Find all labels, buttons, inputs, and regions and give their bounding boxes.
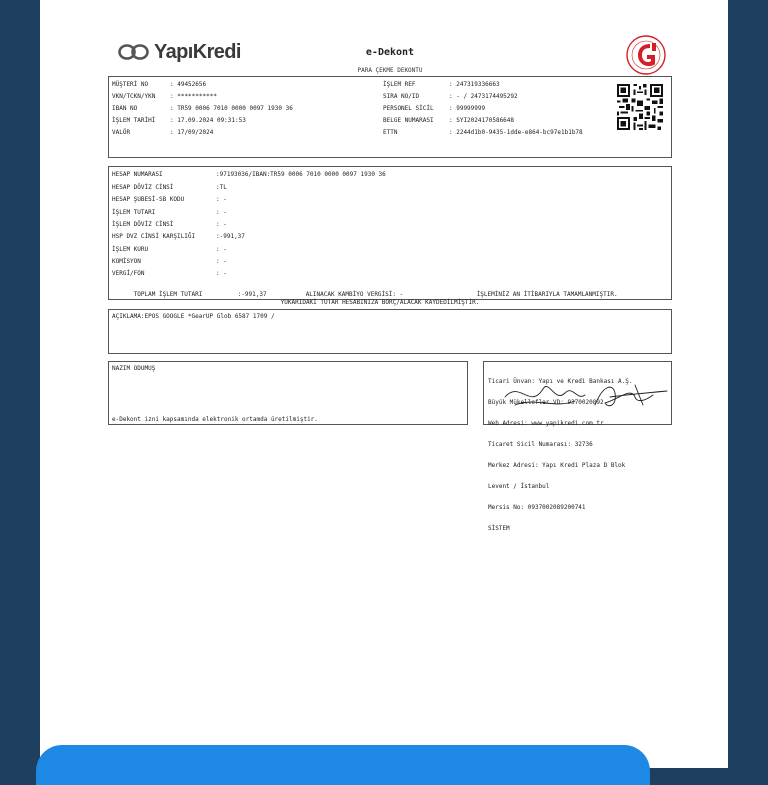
branch-code-value: : - (216, 196, 227, 203)
document-title: e-Dekont (365, 47, 415, 58)
bank-info-line: Mersis No: 0937002089200741 (488, 504, 586, 511)
system-label: SİSTEM (488, 525, 510, 532)
signature-icon (485, 375, 675, 415)
bank-info-line: Merkez Adresi: Yapı Kredi Plaza D Blok (488, 462, 626, 469)
bank-seal-icon (625, 34, 667, 76)
account-number-value: :97193036/IBAN:TR59 0006 7010 0000 0097 1930 36 (216, 171, 386, 178)
yapikredi-logo (118, 41, 241, 63)
transaction-date-value: : 17.09.2024 09:31:53 (170, 117, 246, 124)
ettn-value: : 2244d1b0-9435-1dde-e864-bc97e1b1b78 (449, 129, 583, 136)
bank-info-line: Ticaret Sicil Numarası: 32736 (488, 441, 593, 448)
transaction-amount-value: : - (216, 209, 227, 216)
transaction-currency-label: İŞLEM DÖVİZ CİNSİ (112, 221, 174, 228)
document-number-label: BELGE NUMARASI (383, 117, 434, 124)
bank-info-line: Levent / İstanbul (488, 483, 550, 490)
iban-value: : TR59 0006 7010 0000 0097 1930 36 (170, 105, 293, 112)
bank-info-line: Web Adresi: www.yapikredi.com.tr (488, 420, 604, 427)
brand-name: YapıKredi (154, 40, 241, 63)
bottom-action-bar[interactable] (36, 745, 650, 785)
exchange-tax-label: ALINACAK KAMBİYO VERGİSİ: - (305, 291, 404, 298)
transaction-amount-label: İŞLEM TUTARI (112, 209, 156, 216)
transaction-date-label: İŞLEM TARİHİ (112, 117, 156, 124)
description-text: AÇIKLAMA:EPOS GOOGLE *GearUP Glob 6587 1709 / (112, 313, 275, 320)
tax-fund-value: : - (216, 270, 227, 277)
qr-code-icon (617, 84, 663, 130)
customer-number-label: MÜŞTERİ NO (112, 81, 149, 88)
document-subtitle: PARA ÇEKME DEKONTU (357, 67, 423, 74)
transaction-currency-value: : - (216, 221, 227, 228)
staff-id-label: PERSONEL SİCİL (383, 105, 434, 112)
total-amount-value: :-991,37 (237, 291, 267, 298)
account-number-label: HESAP NUMARASI (112, 171, 163, 178)
branch-code-label: HESAP ŞUBESİ-SB KODU (112, 196, 185, 203)
exchange-rate-label: İŞLEM KURU (112, 246, 149, 253)
bank-info-line: Büyük Mükellefler VD: 9370020892 (488, 399, 604, 406)
commission-label: KOMİSYON (112, 258, 141, 265)
yapikredi-logo-icon (118, 42, 152, 62)
total-amount-label: TOPLAM İŞLEM TUTARI (133, 291, 203, 298)
amount-in-words: NAZIM ODUMUŞ (112, 365, 156, 372)
commission-value: : - (216, 258, 227, 265)
currency-equivalent-label: HSP DVZ CİNSİ KARŞILIĞI (112, 233, 196, 240)
ettn-label: ETTN (383, 129, 398, 136)
account-currency-label: HESAP DÖVİZ CİNSİ (112, 184, 174, 191)
tax-id-label: VKN/TCKN/YKN (112, 93, 156, 100)
currency-equivalent-value: :-991,37 (216, 233, 245, 240)
tax-id-value: : *********** (170, 93, 217, 100)
document-number-value: : SYI2024170586648 (449, 117, 515, 124)
charged-note: YUKARIDAKİ TUTAR HESABINIZA BORÇ/ALACAK KAYDEDİLMİŞTİR. (280, 299, 480, 306)
customer-number-value: : 49452656 (170, 81, 207, 88)
transaction-status-text: İŞLEMİNİZ AN İTİBARIYLA TAMAMLANMIŞTIR. (476, 291, 618, 298)
value-date-value: : 17/09/2024 (170, 129, 214, 136)
bank-info-line: Ticari Ünvan: Yapı ve Kredi Bankası A.Ş. (488, 378, 633, 385)
exchange-rate-value: : - (216, 246, 227, 253)
transaction-ref-label: İŞLEM REF (383, 81, 416, 88)
sequence-id-value: : - / 2473174495292 (449, 93, 518, 100)
sequence-id-label: SIRA NO/ID (383, 93, 420, 100)
receipt-page (40, 0, 728, 768)
legal-note: e-Dekont izni kapsamında elektronik ortamda üretilmiştir. (112, 416, 318, 423)
staff-id-value: : 99999999 (449, 105, 486, 112)
value-date-label: VALÖR (112, 129, 131, 136)
iban-label: IBAN NO (112, 105, 138, 112)
account-currency-value: :TL (216, 184, 227, 191)
tax-fund-label: VERGİ/FON (112, 270, 145, 277)
transaction-ref-value: : 247319336663 (449, 81, 500, 88)
